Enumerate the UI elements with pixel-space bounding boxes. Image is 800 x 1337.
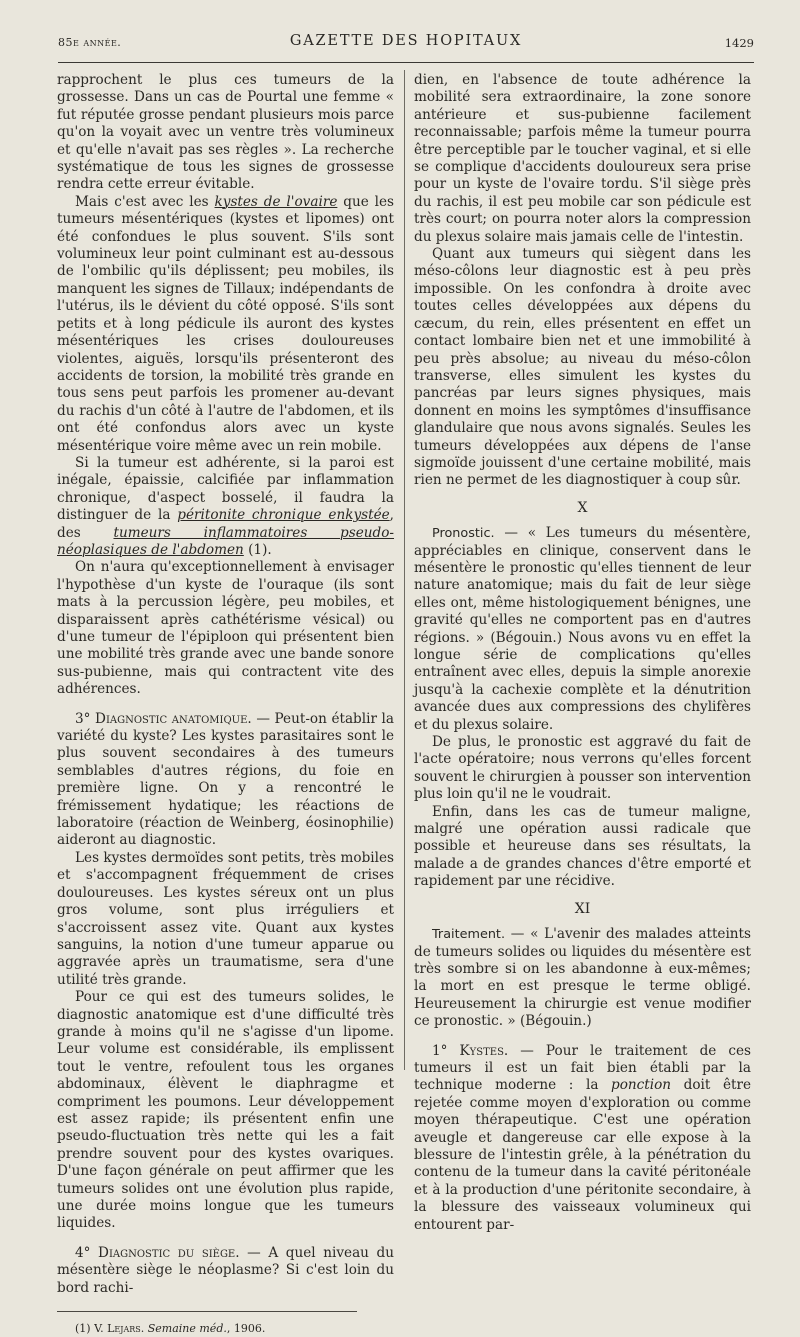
page-header [58,30,754,54]
paragraph [414,926,751,1030]
paragraph [414,1043,751,1234]
section-number: X [577,499,588,516]
paragraph: On n'aura qu'exceptionnellement à envisager l'hypothèse d'un kyste de l'ouraque (ils sont mats à la percussion légère, peu mobiles, et disparaissent après cathétérisme vésical) ou d'une tumeur de l'épiploon qui présentent bien une mobilité très grande avec une bande sonore sus-pubienne, mais qui contractent vite des adhérences. [57,559,394,698]
section-heading: Traitement. [432,927,506,943]
text-run: — « L'avenir des malades atteints de tumeurs solides ou liquides du mésentère est très sombre si on les abandonne à eux-mêmes; la mort en est presque le terme obligé. Heureusement la chirurgie est venue modifier ce pronostic. » (Bégouin.) [414,926,751,1030]
paragraph: rapprochent le plus ces tumeurs de la grossesse. Dans un cas de Pourtal une femme « fut réputée grosse pendant plusieurs mois parce qu'on la voyait avec un ventre très volumineux et qu'elle n'avait pas ses règles ». La recherche systématique de tous les signes de grossesse rendra cette erreur évitable. [57,72,394,193]
spacer [57,699,394,711]
text-run: — Peut-on établir la variété du kyste? Les kystes parasitaires sont le plus souvent secondaires à des tumeurs semblables d'autres régions, du foie en première ligne. On y a rencontré le frémissement hydatique; les réactions de laboratoire (réaction de Weinberg, éosinophilie) aideront au diagnostic. [57,710,395,849]
journal-title: GAZETTE DES HOPITAUX [289,33,523,49]
text-run: que les tumeurs mésentériques (kystes et lipomes) ont été confondues le plus souvent. S'ils sont volumineux leur point culminant est au-dessous de l'ombilic qu'ils déplissent; peu mobiles, ils manquent les signes de Tillaux; indépendants de l'utérus, ils le dévient du côté opposé. S'ils sont petits et à long pédicule ils auront des kystes mésentériques les crises douloureuses violentes, aiguës, lorsqu'ils présenteront des accidents de torsion, la mobilité très grande en tous sens peut parfois les promener au-devant du rachis d'un côté à l'autre de l'abdomen, et ils ont été confondus alors avec un kyste mésentérique voire même avec un rein mobile. [57,193,395,454]
emphasis: kystes de l'ovaire [214,193,338,210]
column-divider [404,70,405,1070]
paragraph: dien, en l'absence de toute adhérence la mobilité sera extraordinaire, la zone sonore antérieure et sus-pubienne facilement reconnaissable; parfois même la tumeur pourra être perceptible par le toucher vaginal, et si elle se complique d'accidents douloureux sera prise pour un kyste de l'ovaire tordu. S'il siège près du rachis, il est peu mobile car son pédicule est très court; on pourra noter alors la compression du plexus solaire mais jamais celle de l'intestin. [414,72,751,245]
section-heading: 1° Kystes. [432,1042,509,1059]
emphasis: péritonite chronique enkystée [177,507,390,524]
emphasis: tumeurs inflammatoires pseudo-néoplasiques de l'abdomen [57,524,395,558]
paragraph: Quant aux tumeurs qui siègent dans les méso-côlons leur diagnostic est à peu près impossible. On les confondra à droite avec toutes celles développées aux dépens du cæcum, du rein, elles présentent en effet un contact lombaire bien net et une immobilité à peu près absolue; au niveau du méso-côlon transverse, elles simulent les kystes du pancréas par leurs signes physiques, mais donnent en moins les symptômes d'insuffisance glandulaire que nous avons signalés. Seules les tumeurs développées aux dépens de l'anse sigmoïde jouissent d'une certaine mobilité, mais rien ne permet de les diagnostiquer à coup sûr. [414,246,751,489]
spacer [414,1031,751,1043]
right-column [414,72,751,1234]
page-number: 1429 [724,36,754,50]
text-run: (1) V. [75,1322,108,1336]
footnote-source: Semaine méd. [147,1322,227,1336]
footnote-rule [57,1311,357,1312]
text-run: , des [57,507,394,541]
paragraph: De plus, le pronostic est aggravé du fait de l'acte opératoire; nous verrons qu'elles forcent souvent le chirurgien à pousser son intervention plus loin qu'il ne le voudrait. [414,734,751,803]
section-heading: Pronostic. [432,526,495,542]
text-run: Mais c'est avec les [75,193,215,210]
paragraph: Les kystes dermoïdes sont petits, très mobiles et s'accompagnent fréquemment de crises douloureuses. Les kystes séreux ont un plus gros volume, sont plus irréguliers et s'accroissent assez vite. Quant aux kystes sanguins, la notion d'une tumeur apparue ou aggravée après un traumatisme, sera d'une utilité très grande. [57,849,394,988]
header-rule [58,62,754,63]
paragraph [57,455,394,559]
text-run: , 1906. [226,1322,266,1336]
text-run: Si la tumeur est adhérente, si la paroi est inégale, épaissie, calcifiée par inflammation chronique, d'aspect bosselé, il faudra la distinguer de la [57,454,394,524]
footnote-author: Lejars [107,1322,141,1336]
left-column [57,72,394,1337]
paragraph: Enfin, dans les cas de tumeur maligne, malgré une opération aussi radicale que possible et heureuse dans ses résultats, la malade a de grandes chances d'être emporté et rapidement par une récidive. [414,803,751,890]
text-run: doit être rejetée comme moyen d'exploration ou comme moyen thérapeutique. C'est une opération aveugle et dangereuse car elle expose à la blessure de l'intestin grêle, à la pénétration du contenu de la tumeur dans la cavité péritonéale et à la production d'une péritonite secondaire, à la blessure des vaisseaux volumineux qui entourent par- [414,1077,751,1233]
volume-year: 85e année. [58,36,122,49]
text-run: — A quel niveau du mésentère siège le néoplasme? Si c'est loin du bord rachi- [57,1244,394,1296]
emphasis: ponction [611,1077,672,1094]
spacer [57,1233,394,1245]
paragraph [57,711,394,850]
text-run: — « Les tumeurs du mésentère, appréciables en clinique, conservent dans le mésentère le pronostic qu'elles tiennent de leur nature anatomique; mais du fait de leur siège elles ont, même histologiquement bénignes, une gravité qu'elles ne comportent pas en d'autres régions. » (Bégouin.) Nous avons vu en effet la longue série de complications qu'elles entraînent avec elles, depuis la simple anorexie jusqu'à la cachexie complète et la dénutrition avancée dues aux compressions des chylifères et du plexus solaire. [414,525,751,733]
paragraph [57,1245,394,1297]
paragraph [414,525,751,734]
section-heading: 4° Diagnostic du siège. [75,1244,240,1261]
section-heading: 3° Diagnostic anatomique. [75,710,252,727]
section-number: XI [574,900,591,917]
footnote [57,1320,394,1337]
paragraph [57,194,394,455]
text-run: — Pour le traitement de ces tumeurs il est un fait bien établi par la technique moderne : la [414,1042,751,1094]
paragraph: Pour ce qui est des tumeurs solides, le diagnostic anatomique est d'une difficulté très grande à moins qu'il ne s'agisse d'un lipome. Leur volume est considérable, ils emplissent tout le ventre, refoulent tous les organes abdominaux, élèvent le diaphragme et compriment les poumons. Leur développement est assez rapide; ils présentent enfin une pseudo-fluctuation très nette qui les a fait prendre souvent pour des kystes ovariques. D'une façon générale on peut affirmer que les tumeurs solides ont une évolution plus rapide, une durée moins longue que les tumeurs liquides. [57,989,394,1232]
text-run: (1). [243,541,272,558]
text-run: . [140,1322,148,1336]
